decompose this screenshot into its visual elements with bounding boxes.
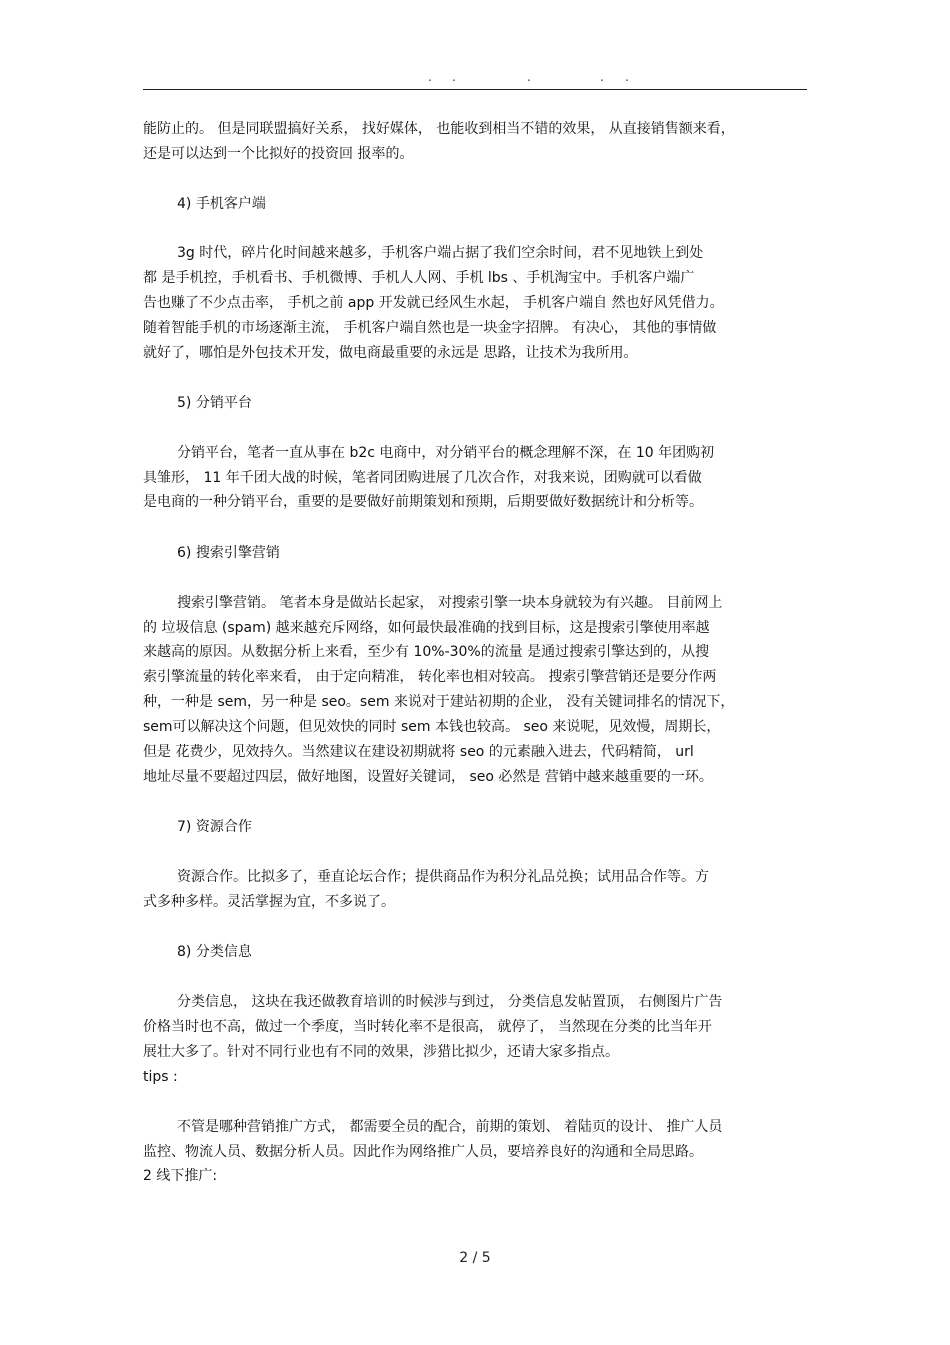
text-line: 具雏形， 11 年千团大战的时候，笔者同团购进展了几次合作，对我来说，团购就可以看做 — [143, 470, 702, 486]
tips-label: tips : — [143, 1069, 178, 1085]
text-line: 就好了，哪怕是外包技术开发，做电商最重要的永远是 思路，让技术为我所用。 — [143, 345, 638, 361]
header-dot: . — [428, 70, 432, 84]
text-line: 监控、物流人员、数据分析人员。因此作为网络推广人员，要培养良好的沟通和全局思路。 — [143, 1144, 703, 1160]
text-line: sem可以解决这个问题，但见效快的同时 sem 本钱也较高。 seo 来说呢，见效慢，周期长， — [143, 719, 721, 735]
text-line: 价格当时也不高，做过一个季度，当时转化率不是很高， 就停了， 当然现在分类的比当年开 — [143, 1019, 712, 1035]
text-line: 分类信息， 这块在我还做教育培训的时候涉与到过， 分类信息发帖置顶， 右侧图片广告 — [177, 994, 723, 1010]
text-line: 分销平台，笔者一直从事在 b2c 电商中，对分销平台的概念理解不深，在 10 年团购初 — [177, 445, 715, 461]
text-line: 资源合作。比拟多了，垂直论坛合作；提供商品作为积分礼品兑换；试用品合作等。方 — [177, 869, 709, 885]
text-line: 能防止的。 但是同联盟搞好关系， 找好媒体， 也能收到相当不错的效果， 从直接销售额来看， — [143, 121, 735, 137]
text-line: 还是可以达到一个比拟好的投资回 报率的。 — [143, 146, 414, 162]
section-heading: 5) 分销平台 — [177, 395, 252, 411]
text-line: 展壮大多了。针对不同行业也有不同的效果，涉猎比拟少，还请大家多指点。 — [143, 1044, 619, 1060]
section-heading: 8) 分类信息 — [177, 944, 252, 960]
text-line: 搜索引擎营销。 笔者本身是做站长起家， 对搜索引擎一块本身就较为有兴趣。 目前网上 — [177, 595, 723, 611]
text-line: 3g 时代，碎片化时间越来越多，手机客户端占据了我们空余时间，君不见地铁上到处 — [177, 245, 704, 261]
section-heading: 2 线下推广: — [143, 1168, 218, 1184]
header-dot: . — [452, 70, 456, 84]
header-dot: . — [600, 70, 604, 84]
text-line: 地址尽量不要超过四层，做好地图，设置好关键词， seo 必然是 营销中越来越重要的一环。 — [143, 769, 713, 785]
header-dot: . — [625, 70, 629, 84]
text-line: 但是 花费少，见效持久。当然建议在建设初期就将 seo 的元素融入进去，代码精简， url — [143, 744, 694, 760]
text-line: 告也赚了不少点击率， 手机之前 app 开发就已经风生水起， 手机客户端自 然也好风凭借力。 — [143, 295, 724, 311]
text-line: 式多种多样。灵活掌握为宜，不多说了。 — [143, 894, 395, 910]
text-line: 来越高的原因。从数据分析上来看，至少有 10%-30%的流量 是通过搜索引擎达到的，从搜 — [143, 644, 710, 660]
text-line: 都 是手机控，手机看书、手机微博、手机人人网、手机 lbs 、手机淘宝中。手机客户端广 — [143, 270, 695, 286]
text-line: 种，一种是 sem，另一种是 seo。sem 来说对于建站初期的企业， 没有关键词排名的情况下， — [143, 694, 735, 710]
section-heading: 4) 手机客户端 — [177, 196, 266, 212]
header-dot: . — [527, 70, 531, 84]
text-line: 随着智能手机的市场逐渐主流， 手机客户端自然也是一块金字招牌。 有决心， 其他的事情做 — [143, 320, 717, 336]
header-rule — [143, 89, 807, 90]
page-number: 2 / 5 — [459, 1250, 491, 1266]
text-line: 的 垃圾信息 (spam) 越来越充斥网络，如何最快最准确的找到目标，这是搜索引擎使用率越 — [143, 620, 710, 636]
text-line: 索引擎流量的转化率来看， 由于定向精准， 转化率也相对较高。 搜索引擎营销还是要分作两 — [143, 669, 717, 685]
header-dots — [0, 70, 950, 86]
text-line: 是电商的一种分销平台，重要的是要做好前期策划和预期，后期要做好数据统计和分析等。 — [143, 494, 703, 510]
section-heading: 7) 资源合作 — [177, 819, 252, 835]
section-heading: 6) 搜索引擎营销 — [177, 545, 280, 561]
text-line: 不管是哪种营销推广方式， 都需要全员的配合，前期的策划、 着陆页的设计、 推广人员 — [177, 1119, 723, 1135]
